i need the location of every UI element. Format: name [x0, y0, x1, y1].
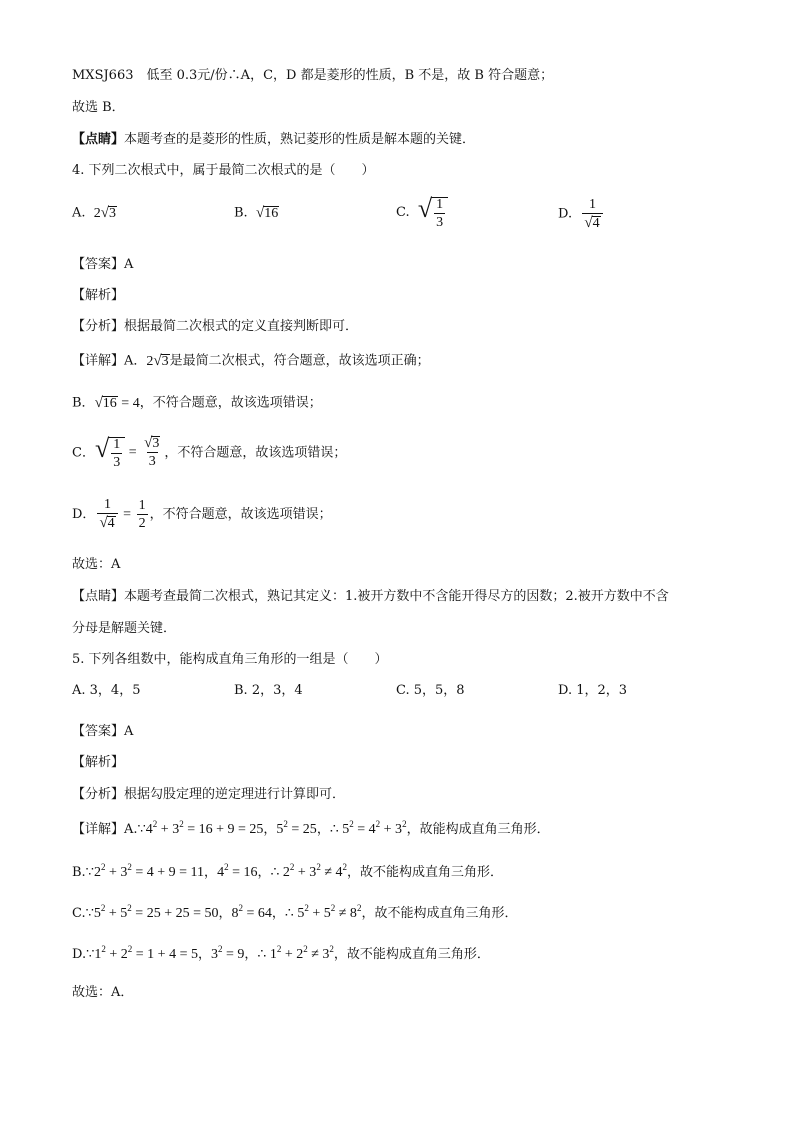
- option-label: A.: [72, 205, 86, 221]
- q5-option-b: B. 2，3，4: [234, 683, 303, 698]
- math-expression: ∴ $5^2 = 4^2 + 3^2$: [329, 819, 407, 837]
- q4-detail-c: C．√ $\frac{1}{3}$ = $\frac{√3}{3}$ ，不符合题意，故该选项错误；: [72, 434, 347, 470]
- q5-option-c: C. 5，5，8: [396, 683, 465, 698]
- math-expression: $\frac{1}{√4}$ = $\frac{1}{2}$: [99, 497, 146, 531]
- math-expression: 2√3: [146, 353, 169, 369]
- math-expression: $\frac{1}{√4}$: [580, 207, 604, 222]
- q5-fenxi: 【分析】根据勾股定理的逆定理进行计算即可．: [72, 787, 346, 802]
- q4-stem: 4. 下列二次根式中，属于最简二次根式的是（ ）: [72, 163, 375, 178]
- q4-option-c: [396, 196, 448, 230]
- math-expression: √ $\frac{1}{3}$: [418, 205, 448, 220]
- q5-jiexi: 【解析】: [72, 755, 125, 770]
- q5-option-a: A. 3，4，5: [72, 683, 141, 698]
- q5-detail-d: $D.\because 1^2 + 2^2 = 1 + 4 = 5$，$3^2 = 9$，∴ $1^2 + 2^2 \ne 3^2$，故不能构成直角三角形．: [72, 944, 490, 962]
- q4-option-a: [72, 206, 117, 221]
- math-expression: $3^2 = 9$: [210, 944, 245, 962]
- q5-detail-c: $C.\because 5^2 + 5^2 = 25 + 25 = 50$，$8^2 = 64$，∴ $5^2 + 5^2 \ne 8^2$，故不能构成直角三角形．: [72, 903, 518, 921]
- option-label: D.: [558, 206, 573, 222]
- q4-detail-a: 【详解】A．2√3是最简二次根式，符合题意，故该选项正确；: [72, 353, 430, 369]
- math-expression: $1^2 + 2^2 = 1 + 4 = 5$: [94, 944, 198, 962]
- q5-detail-a: 【详解】$A.\because 4^2 + 3^2 = 16 + 9 = 25$，$5^2 = 25$，∴ $5^2 = 4^2 + 3^2$，故能构成直角三角形．: [72, 819, 550, 837]
- q4-dianjing-line2: 分母是解题关键．: [72, 621, 177, 636]
- q3-dianjing: [72, 133, 475, 146]
- math-expression: $2^2 + 3^2 = 4 + 9 = 11$: [93, 862, 205, 880]
- dianjing-label: 【点睛】: [72, 132, 125, 147]
- math-expression: √16: [255, 205, 279, 221]
- math-expression: $5^2 + 5^2 = 25 + 25 = 50$: [93, 903, 219, 921]
- intro-line: MXSJ663 低至 0.3元/份∴A，C，D 都是菱形的性质，B 不是，故 B 符合题意；: [72, 68, 554, 83]
- option-label: C.: [396, 205, 410, 221]
- math-expression: $4^2 + 3^2 = 16 + 9 = 25$: [145, 819, 264, 837]
- q4-detail-d: D． $\frac{1}{√4}$ = $\frac{1}{2}$ ，不符合题意，故该选项错误；: [72, 497, 332, 531]
- math-expression: $4^2 = 16$: [217, 862, 258, 880]
- q5-option-d: D. 1，2，3: [558, 683, 628, 698]
- q5-answer: 【答案】A: [72, 724, 134, 739]
- q4-dianjing-line1: 【点睛】本题考查最简二次根式，熟记其定义：1.被开方数中不含能开得尽方的因数；2.被开方数中不含: [72, 589, 669, 604]
- q4-detail-b: B．√16 = 4，不符合题意，故该选项错误；: [72, 395, 322, 411]
- q4-option-b: [234, 206, 279, 221]
- q4-jiexi: 【解析】: [72, 288, 125, 303]
- math-expression: √16 = 4: [94, 395, 140, 411]
- math-expression: 2√3: [93, 205, 117, 221]
- q4-choose: 故选：A: [72, 557, 121, 572]
- math-expression: ∴ $5^2 + 5^2 \ne 8^2$: [284, 903, 362, 921]
- math-expression: ∴ $2^2 + 3^2 \ne 4^2$: [270, 862, 347, 880]
- q5-stem: 5. 下列各组数中，能构成直角三角形的一组是（ ）: [72, 652, 388, 667]
- q4-fenxi: 【分析】根据最简二次根式的定义直接判断即可．: [72, 319, 359, 334]
- math-expression: $8^2 = 64$: [231, 903, 272, 921]
- math-expression: ∴ $1^2 + 2^2 \ne 3^2$: [257, 944, 334, 962]
- math-expression: $5^2 = 25$: [276, 819, 317, 837]
- q4-answer: 【答案】A: [72, 257, 134, 272]
- math-expression: √ $\frac{1}{3}$ = $\frac{√3}{3}$: [94, 434, 160, 470]
- dianjing-text: 本题考查的是菱形的性质，熟记菱形的性质是解本题的关键．: [124, 132, 476, 147]
- q5-detail-b: $B.\because 2^2 + 3^2 = 4 + 9 = 11$，$4^2 = 16$，∴ $2^2 + 3^2 \ne 4^2$，故不能构成直角三角形．: [72, 862, 504, 880]
- option-label: B.: [234, 205, 248, 221]
- q5-choose: 故选：A．: [72, 985, 134, 1000]
- q4-option-d: [558, 198, 605, 231]
- q3-choose: 故选 B．: [72, 100, 125, 115]
